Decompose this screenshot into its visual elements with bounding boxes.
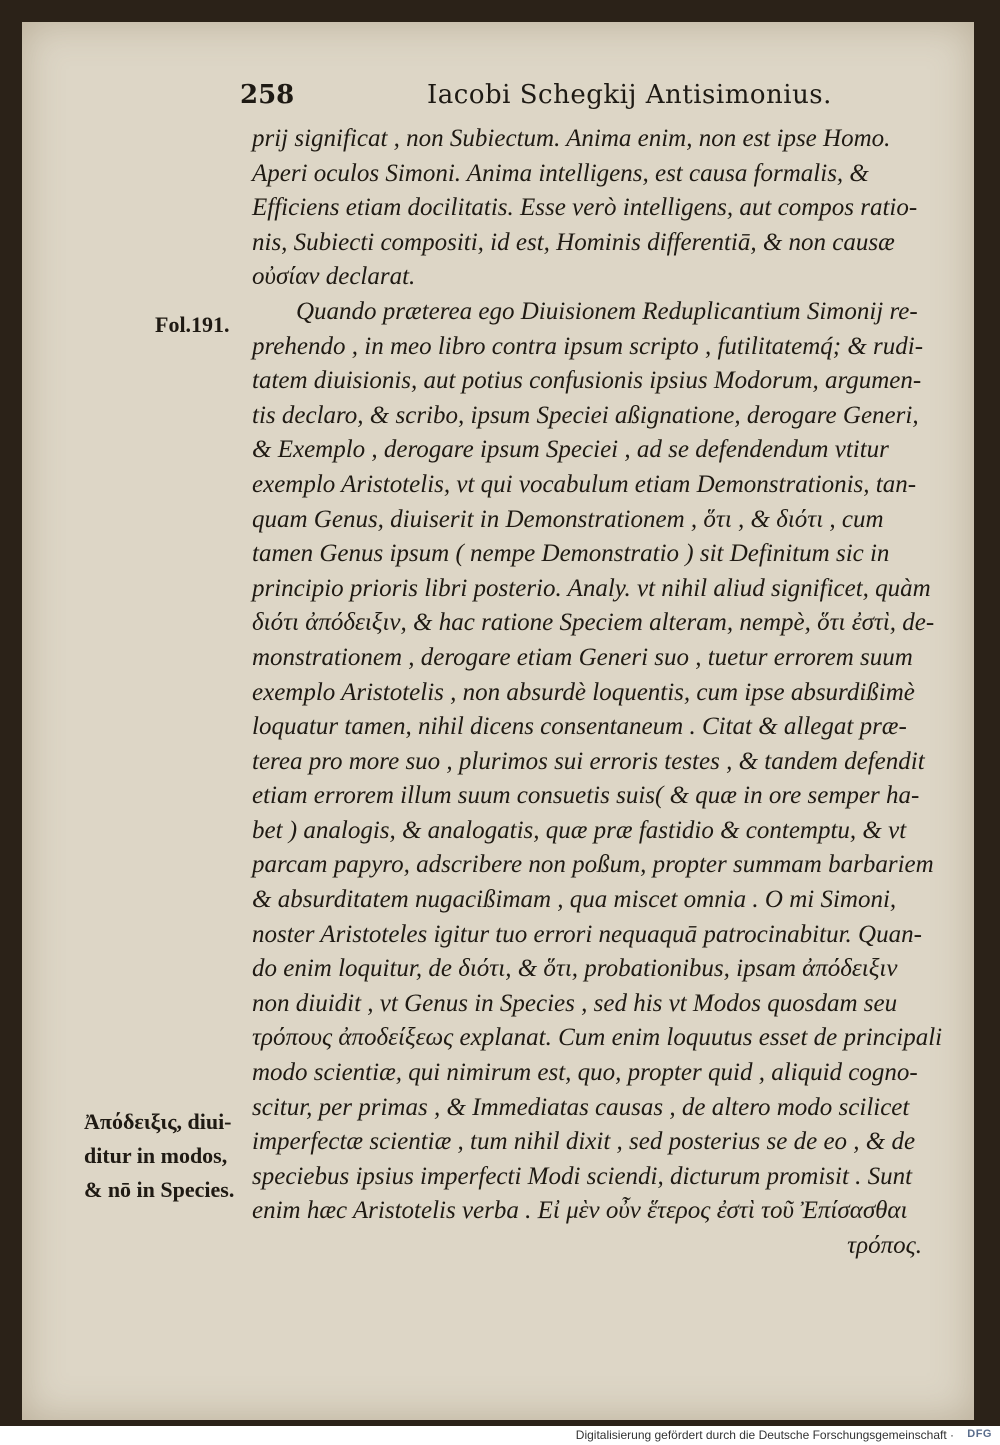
- text-line: loquatur tamen, nihil dicens consentaneum . Citat & allegat præ-: [252, 713, 907, 741]
- text-line: imperfectæ scientiæ , tum nihil dixit , sed posterius se de eo , & de: [252, 1128, 916, 1156]
- text-line: modo scientiæ, qui nimirum est, quo, propter quid , aliquid cogno-: [252, 1059, 918, 1087]
- text-line: quam Genus, diuiserit in Demonstrationem , ὅτι , & διότι , cum: [252, 505, 884, 533]
- text-line: enim hæc Aristotelis verba . Εἰ μὲν οὖν ἕτερος ἐστὶ τοῦ Ἐπίσασθαι: [252, 1197, 908, 1225]
- text-line: parcam papyro, adscribere non poßum, propter summam barbariem: [252, 851, 934, 879]
- text-line: terea pro more suo , plurimos sui erroris testes , & tandem defendit: [252, 747, 925, 775]
- marginal-gloss-line: & nō in Species.: [84, 1177, 235, 1202]
- text-line: & absurditatem nugacißimam , qua miscet omnia . O mi Simoni,: [252, 886, 897, 914]
- text-line: Efficiens etiam docilitatis. Esse verò intelligens, aut compos ratio-: [252, 194, 918, 222]
- text-line: monstrationem , derogare etiam Generi suo , tuetur errorem suum: [252, 643, 913, 671]
- text-line: do enim loquitur, de διότι, & ὅτι, probationibus, ipsam ἀπόδειξιν: [252, 955, 898, 983]
- text-line: tis declaro, & scribo, ipsum Speciei aßignatione, derogare Generi,: [252, 401, 919, 429]
- text-line: prij significat , non Subiectum. Anima enim, non est ipse Homo.: [252, 125, 891, 152]
- text-line: non diuidit , vt Genus in Species , sed his vt Modos quosdam seu: [252, 989, 898, 1017]
- book-page: [22, 22, 974, 1420]
- text-line: prehendo , in meo libro contra ipsum scripto , futilitatemq́; & rudi-: [252, 332, 924, 360]
- page-number: 258: [240, 80, 295, 110]
- text-line: noster Aristoteles igitur tuo errori nequaquā patrocinabitur. Quan-: [252, 920, 922, 948]
- digitization-footer: [0, 1426, 1000, 1445]
- text-line: nis, Subiecti compositi, id est, Hominis differentiā, & non causæ: [252, 228, 895, 256]
- marginal-gloss-line: Ἀπόδειξις, diui-: [84, 1109, 232, 1134]
- text-line: speciebus ipsius imperfecti Modi sciendi, dicturum promisit . Sunt: [252, 1162, 913, 1190]
- text-line: bet ) analogis, & analogatis, quæ præ fastidio & contemptu, & vt: [252, 816, 907, 844]
- text-line: exemplo Aristotelis, vt qui vocabulum etiam Demonstrationis, tan-: [252, 470, 917, 498]
- text-line: Aperi oculos Simoni. Anima intelligens, est causa formalis, &: [252, 159, 869, 187]
- marginal-gloss: [84, 1105, 254, 1207]
- running-title: Iacobi Schegkij Antisimonius.: [427, 80, 832, 110]
- dfg-logo: DFG: [967, 1428, 992, 1440]
- text-line: τρόπος.: [847, 1232, 922, 1259]
- folio-reference-note: Fol.191.: [155, 312, 230, 337]
- text-line: exemplo Aristotelis , non absurdè loquentis, cum ipse absurdißimè: [252, 678, 915, 706]
- marginal-gloss-line: ditur in modos,: [84, 1143, 228, 1168]
- body-text: [252, 122, 952, 1264]
- funding-note: Digitalisierung gefördert durch die Deutsche Forschungsgemeinschaft ·: [575, 1428, 954, 1442]
- text-line: tamen Genus ipsum ( nempe Demonstratio ) sit Definitum sic in: [252, 540, 890, 568]
- text-line: & Exemplo , derogare ipsum Speciei , ad se defendendum vtitur: [252, 436, 889, 464]
- text-line: etiam errorem illum suum consuetis suis( & quæ in ore semper ha-: [252, 782, 920, 810]
- text-line: tatem diuisionis, aut potius confusionis ipsius Modorum, argumen-: [252, 367, 922, 395]
- text-line: τρόπους ἀποδείξεως explanat. Cum enim loquutus esset de principali: [252, 1024, 943, 1052]
- text-line: principio prioris libri posterio. Analy. vt nihil aliud significet, quàm: [252, 574, 931, 602]
- text-line: διότι ἀπόδειξιν, & hac ratione Speciem alteram, nempè, ὅτι ἐστὶ, de-: [252, 609, 935, 637]
- text-line: οὐσίαν declarat.: [252, 263, 416, 291]
- text-line: scitur, per primas , & Immediatas causas , de altero modo scilicet: [252, 1093, 910, 1121]
- paragraph-start-line: Quando præterea ego Diuisionem Reduplicantium Simonij re-: [296, 297, 918, 325]
